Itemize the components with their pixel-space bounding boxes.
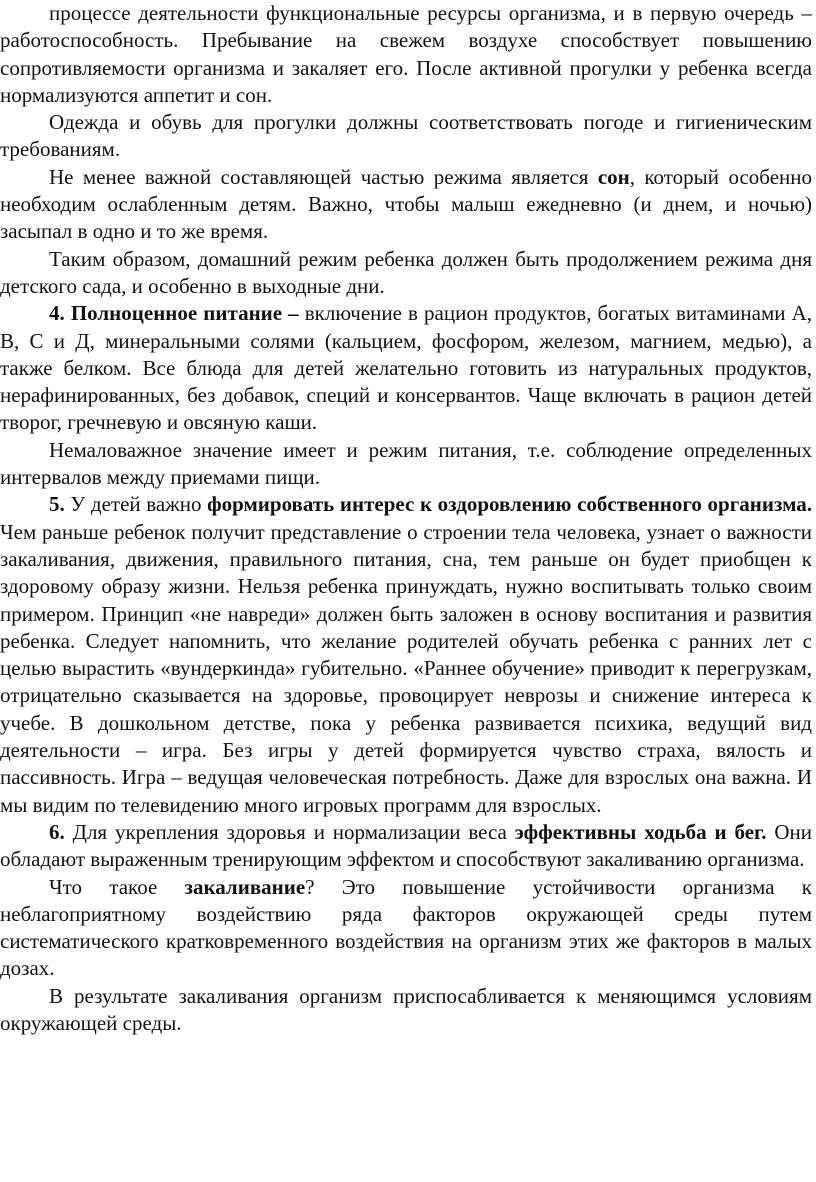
text-span: Что такое bbox=[49, 874, 185, 899]
bold-term-hardening: закаливание bbox=[184, 874, 306, 899]
text-span: Одежда и обувь для прогулки должны соответствовать погоде и гигиеническим требованиям. bbox=[0, 110, 812, 162]
text-span: Они обладают выраженным тренирующим эффектом и способствуют закаливанию организма. bbox=[0, 819, 812, 872]
bold-term-sleep: сон bbox=[597, 164, 630, 189]
paragraph-sleep bbox=[0, 164, 812, 246]
paragraph-nutrition bbox=[0, 300, 812, 436]
text-span: , который особенно необходим ослабленным детям. Важно, чтобы малыш ежедневно (и днем, и ночью) засыпал в одно и то же время. bbox=[0, 164, 812, 244]
bold-heading-nutrition: 4. Полноценное питание – bbox=[49, 301, 299, 326]
text-span: Таким образом, домашний режим ребенка должен быть продолжением режима дня детского сада, и особенно в выходные дни. bbox=[0, 246, 812, 298]
bold-heading-health-interest: формировать интерес к оздоровлению собственного организма. bbox=[207, 492, 813, 517]
bold-number-5: 5. bbox=[49, 492, 65, 517]
text-span: процессе деятельности функциональные ресурсы организма, и в первую очередь – работоспособность. Пребывание на свежем воздухе способствует повышению сопротивляемости организма и закаляет его. После активной прогулки у ребенка всегда нормализуются аппетит и сон. bbox=[0, 1, 812, 107]
bold-number-6: 6. bbox=[49, 819, 65, 844]
paragraph-hardening-result bbox=[0, 983, 812, 1038]
text-span: Не менее важной составляющей частью режима является bbox=[49, 164, 598, 189]
paragraph-hardening-definition bbox=[0, 874, 812, 983]
text-span: Немаловажное значение имеет и режим питания, т.е. соблюдение определенных интервалов между приемами пищи. bbox=[0, 437, 812, 490]
text-span: включение в рацион продуктов, богатых витаминами А, В, С и Д, минеральными солями (кальцием, фосфором, железом, магнием, медью), а также белком. Все блюда для детей желательно готовить из натуральных продуктов, нерафинированных, без добавок, специй и консервантов. Чаще включать в рацион детей творог, гречневую и овсяную каши. bbox=[0, 301, 813, 435]
text-span: ? Это повышение устойчивости организма к неблагоприятному воздействию ряда факторов окружающей среды путем систематического кратковременного воздействия на организм этих же факторов в малых дозах. bbox=[0, 874, 812, 981]
text-span: В результате закаливания организм приспосабливается к меняющимся условиям окружающей среды. bbox=[0, 983, 812, 1035]
paragraph-walking-running bbox=[0, 819, 812, 874]
paragraph-health-interest bbox=[0, 491, 812, 819]
paragraph-clothing bbox=[0, 109, 812, 164]
paragraph-work-capacity bbox=[0, 0, 812, 109]
paragraph-home-regime bbox=[0, 246, 812, 301]
text-span: Для укрепления здоровья и нормализации веса bbox=[64, 819, 515, 844]
text-span: У детей важно bbox=[64, 492, 208, 517]
paragraph-meal-regime bbox=[0, 437, 812, 492]
bold-heading-walking-running: эффективны ходьба и бег. bbox=[514, 819, 767, 844]
text-span: Чем раньше ребенок получит представление о строении тела человека, узнает о важности закаливания, движения, правильного питания, сна, тем раньше он будет приобщен к здоровому образу жизни. Нельзя ребенка принуждать, нужно воспитывать только своим примером. Принцип «не навреди» должен быть заложен в основу воспитания и развития ребенка. Следует напомнить, что желание родителей обучать ребенка с ранних лет с целью вырастить «вундеркинда» губительно. «Раннее обучение» приводит к перегрузкам, отрицательно сказывается на здоровье, провоцирует неврозы и снижение интереса к учебе. В дошкольном детстве, пока у ребенка развивается психика, ведущий вид деятельности – игра. Без игры у детей формируется чувство страха, вялость и пассивность. Игра – ведущая человеческая потребность. Даже для взрослых она важна. И мы видим по телевидению много игровых программ для взрослых. bbox=[0, 519, 812, 817]
